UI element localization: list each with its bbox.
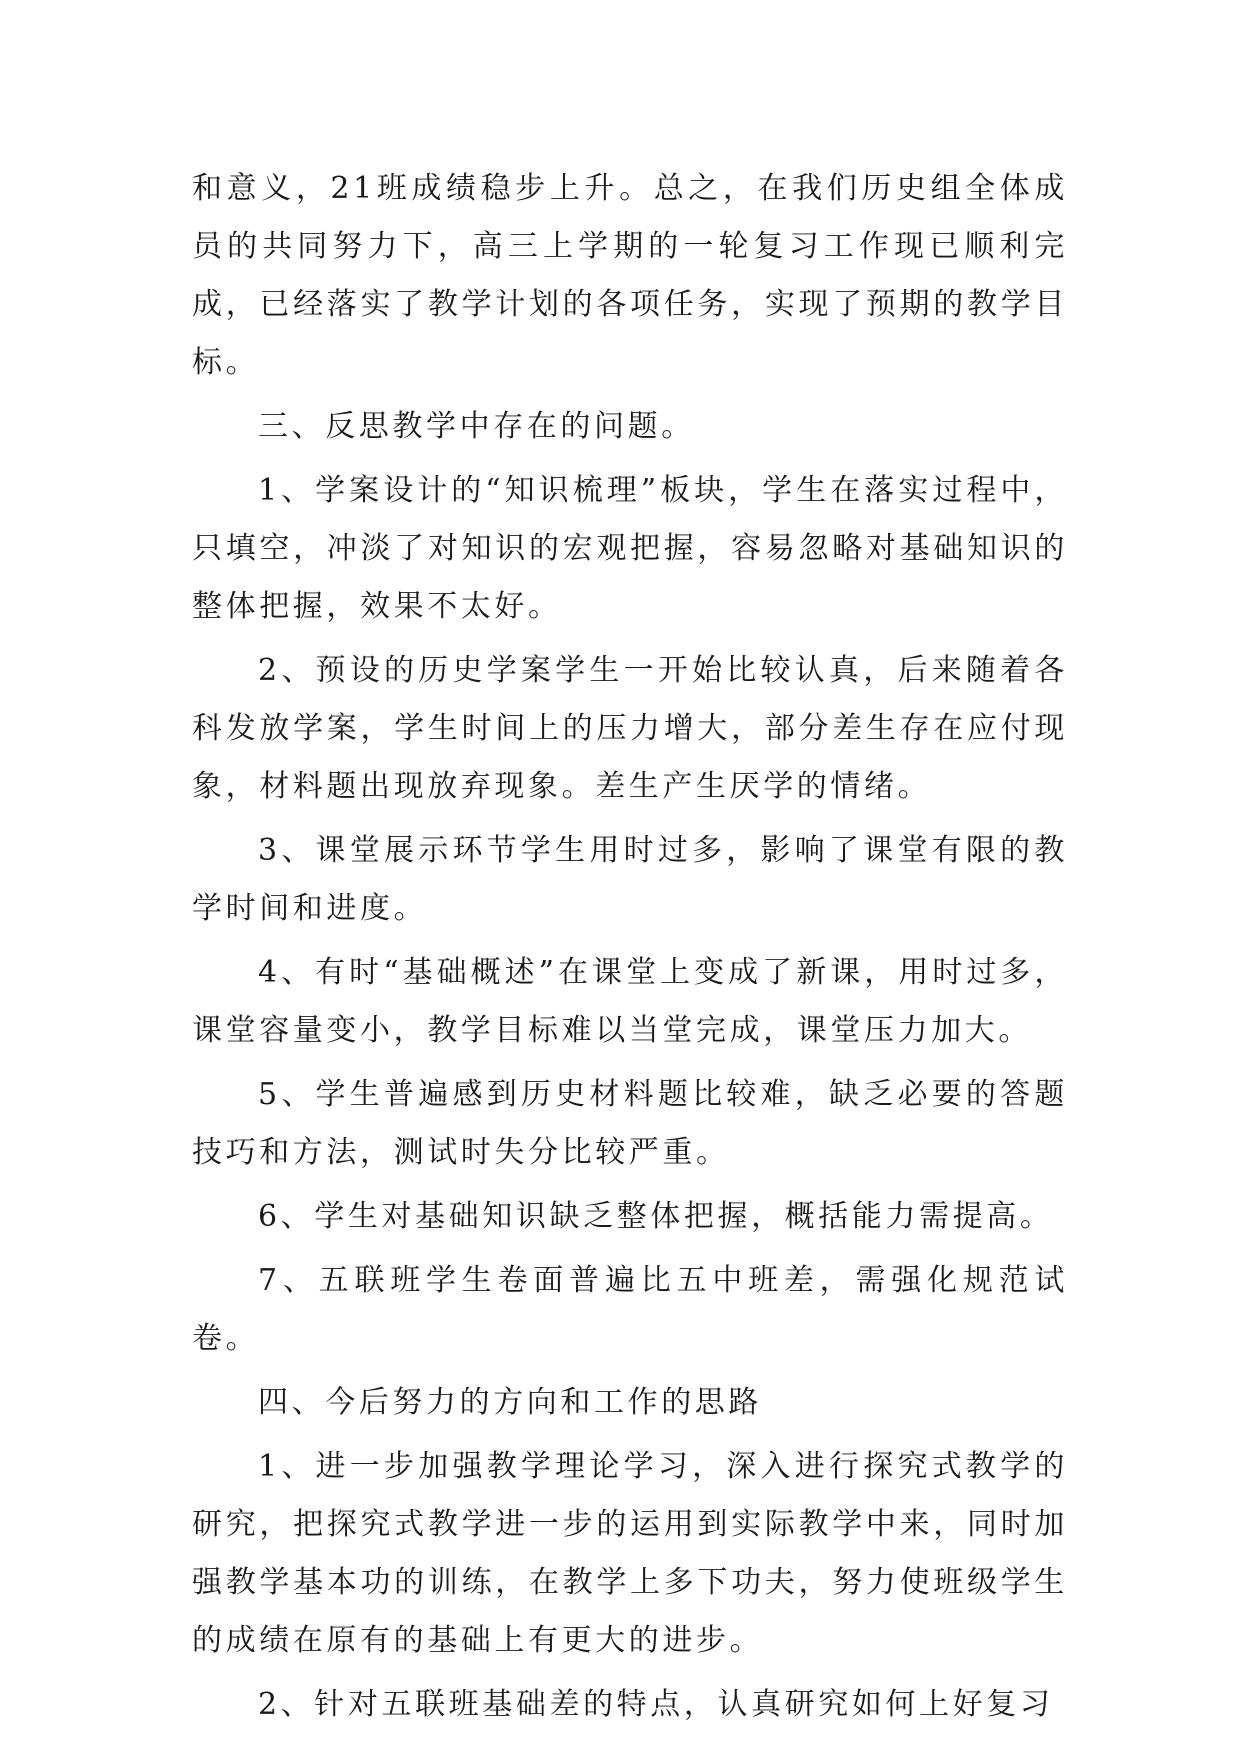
list-item: 2、预设的历史学案学生一开始比较认真，后来随着各科发放学案，学生时间上的压力增大，部分差生存在应付现象，材料题出现放弃现象。差生产生厌学的情绪。 <box>192 653 1068 804</box>
list-item: 3、课堂展示环节学生用时过多，影响了课堂有限的教学时间和进度。 <box>192 833 1068 926</box>
paragraph-continuation: 和意义，21班成绩稳步上升。总之，在我们历史组全体成员的共同努力下，高三上学期的一轮复习工作现已顺利完成，已经落实了教学计划的各项任务，实现了预期的教学目标。 <box>192 171 1068 380</box>
section-heading-future-direction: 四、今后努力的方向和工作的思路 <box>258 1385 762 1420</box>
list-item: 6、学生对基础知识缺乏整体把握，概括能力需提高。 <box>258 1199 1054 1234</box>
list-item: 1、进一步加强教学理论学习，深入进行探究式教学的研究，把探究式教学进一步的运用到实际教学中来，同时加强教学基本功的训练，在教学上多下功夫，努力使班级学生的成绩在原有的基础上有更大的进步。 <box>192 1449 1068 1658</box>
list-item: 2、针对五联班基础差的特点，认真研究如何上好复习 <box>258 1687 1054 1722</box>
list-item: 4、有时“基础概述”在课堂上变成了新课，用时过多，课堂容量变小，教学目标难以当堂完成，课堂压力加大。 <box>192 955 1068 1048</box>
document-body <box>192 160 1068 1740</box>
list-item: 1、学案设计的“知识梳理”板块，学生在落实过程中，只填空，冲淡了对知识的宏观把握，容易忽略对基础知识的整体把握，效果不太好。 <box>192 473 1068 624</box>
section-heading-reflection: 三、反思教学中存在的问题。 <box>258 409 695 444</box>
list-item: 5、学生普遍感到历史材料题比较难，缺乏必要的答题技巧和方法，测试时失分比较严重。 <box>192 1077 1068 1170</box>
list-item: 7、五联班学生卷面普遍比五中班差，需强化规范试卷。 <box>192 1263 1068 1356</box>
